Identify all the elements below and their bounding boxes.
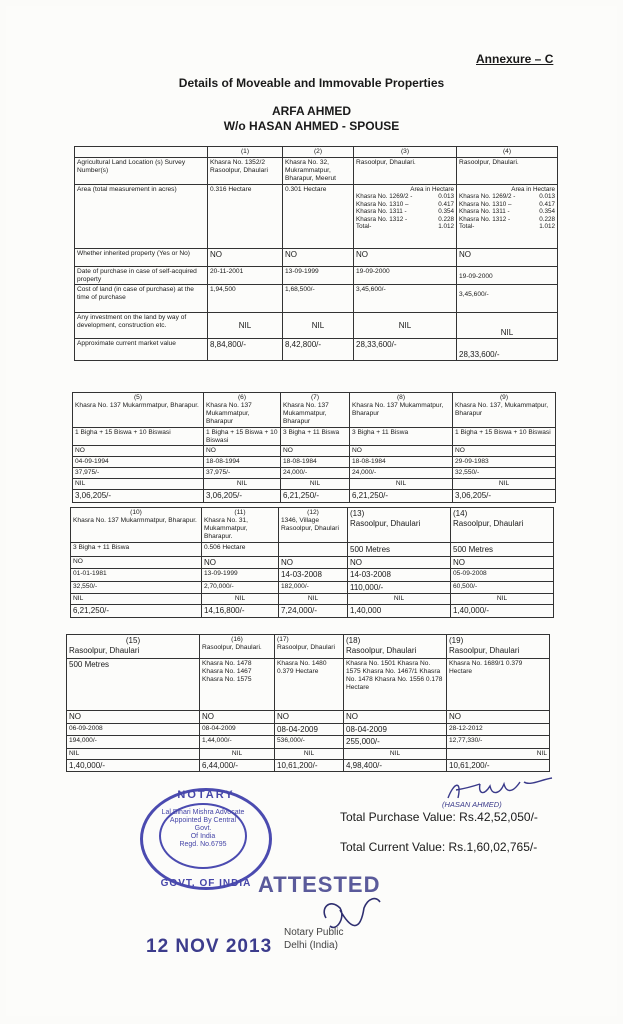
cell: 7,24,000/- [279,605,348,618]
cell: 18-08-1984 [281,457,350,468]
cell: 4,98,400/- [344,759,447,772]
cell: 08-04-2009 [344,723,447,736]
cell: (18) Rasoolpur, Dhaulari [344,635,447,659]
cell: 20-11-2001 [208,266,283,285]
row-label: Date of purchase in case of self-acquired property [75,266,208,285]
stamp-bottom-text: GOVT. OF INDIA [160,878,252,889]
cell: NO [281,446,350,457]
notary-seal-text [284,926,343,952]
row-label: Area (total measurement in acres) [75,184,208,248]
row-label: Cost of land (in case of purchase) at the time of purchase [75,285,208,313]
cell: 3,45,600/- [457,285,558,313]
cell: 19-09-2000 [457,266,558,285]
cell: NO [67,711,200,724]
cell: 6,21,250/- [71,605,202,618]
cell: 6,21,250/- [281,490,350,503]
cell: NIL [348,594,451,605]
cell: NO [275,711,344,724]
cell: 18-08-1984 [350,457,453,468]
cell: 24,000/- [281,468,350,479]
cell: NO [202,556,279,569]
cell: 3,06,205/- [453,490,556,503]
cell: Khasra No. 1352/2 Rasoolpur, Dhaulari [208,157,283,184]
stamp-line: Of India [190,833,216,841]
cell: 500 Metres [67,659,200,711]
cell: NIL [344,748,447,759]
cell: NO [348,556,451,569]
cell: 1 Bigha + 15 Biswa + 10 Biswasi [453,427,556,446]
cell: 8,84,800/- [208,339,283,361]
cell: NIL [67,748,200,759]
cell: 0.316 Hectare [208,184,283,248]
area-row: Khasra No. 1312 - 0.228 [459,215,555,223]
cell: (15) Rasoolpur, Dhaulari [67,635,200,659]
cell: NIL [279,594,348,605]
cell: NIL [275,748,344,759]
cell: NIL [200,748,275,759]
cell: 8,42,800/- [283,339,354,361]
cell: 08-04-2009 [200,723,275,736]
cell: NIL [451,594,554,605]
cell: NIL [350,479,453,490]
cell: 37,975/- [204,468,281,479]
cell: 3 Bigha + 11 Biswa [71,542,202,556]
cell: 04-09-1994 [73,457,204,468]
area-row: Total- 1.012 [459,223,555,231]
cell: Khasra No. 1478 Khasra No. 1467 Khasra No. 1575 [200,659,275,711]
col-number: (1) [208,147,283,158]
cell: 3,06,205/- [204,490,281,503]
property-table-2 [72,392,556,503]
cell: 05-09-2008 [451,569,554,582]
cell: 3 Bigha + 11 Biswa [350,427,453,446]
stamp-line: Appointed By Central Govt. [169,817,237,833]
col-number: (4) [457,147,558,158]
cell: Khasra No. 1689/1 0.379 Hectare [447,659,550,711]
cell: 32,550/- [453,468,556,479]
cell: NIL [457,313,558,339]
cell: (12) 1346, Village Rasoolpur, Dhaulari [279,508,348,543]
cell: NO [71,556,202,569]
area-head: Area in Hectare [410,185,454,193]
cell: 12,77,330/- [447,736,550,749]
date-stamp: 12 NOV 2013 [146,936,273,957]
cell: 1 Bigha + 15 Biswa + 10 Biswasi [73,427,204,446]
stamp-line: Lal Bihari Mishra Advocate [161,809,245,816]
area-row: Khasra No. 1312 - 0.228 [356,215,454,223]
cell: 08-04-2009 [275,723,344,736]
cell: 1,40,000/- [67,759,200,772]
attested-stamp: ATTESTED [258,872,381,897]
cell: NO [208,248,283,266]
area-row: Total- 1.012 [356,223,454,231]
cell: 1,40,000 [348,605,451,618]
cell: NO [344,711,447,724]
cell: NO [453,446,556,457]
cell: (6) Khasra No. 137 Mukammatpur, Bharapur [204,393,281,428]
area-breakdown [354,184,457,248]
cell: 18-08-1994 [204,457,281,468]
col-number: (3) [354,147,457,158]
cell: 3,06,205/- [73,490,204,503]
cell: Rasoolpur, Dhaulari. [457,157,558,184]
cell: (19) Rasoolpur, Dhaulari [447,635,550,659]
cell: 13-09-1999 [202,569,279,582]
cell: (8) Khasra No. 137 Mukammatpur, Bharapur [350,393,453,428]
notary-line: Delhi (India) [284,940,338,951]
stamp-inner [159,803,247,869]
cell: 13-09-1999 [283,266,354,285]
cell: NIL [354,313,457,339]
cell: 24,000/- [350,468,453,479]
cell: Khasra No. 1501 Khasra No. 1575 Khasra No. 1467/1 Khasra No. 1478 Khasra No. 1556 0.178 Hectare [344,659,447,711]
cell: NIL [208,313,283,339]
cell: 500 Metres [348,542,451,556]
row-label: Approximate current market value [75,339,208,361]
cell: 255,000/- [344,736,447,749]
cell: 32,550/- [71,581,202,594]
cell: 110,000/- [348,581,451,594]
cell: 536,000/- [275,736,344,749]
cell: 01-01-1981 [71,569,202,582]
cell: NO [283,248,354,266]
cell: NIL [283,313,354,339]
cell: (17) Rasoolpur, Dhaulari [275,635,344,659]
property-table-1 [74,146,558,361]
cell: 182,000/- [279,581,348,594]
area-head: Area in Hectare [511,185,555,193]
cell: NO [451,556,554,569]
cell: Khasra No. 32, Mukrammatpur, Bharapur, Meerut [283,157,354,184]
notary-stamp [140,788,272,890]
cell: NO [354,248,457,266]
area-row: Khasra No. 1310 – 0.417 [356,200,454,208]
cell: 3 Bigha + 11 Biswa [281,427,350,446]
cell: (9) Khasra No. 137, Mukammatpur, Bharapur [453,393,556,428]
cell: 37,975/- [73,468,204,479]
cell: 1,40,000/- [451,605,554,618]
cell: 0.506 Hectare [202,542,279,556]
cell: (14) Rasoolpur, Dhaulari [451,508,554,543]
stamp-line: Regd. No.6795 [179,841,227,849]
cell: Khasra No. 1480 0.379 Hectare [275,659,344,711]
cell: NIL [71,594,202,605]
area-row: Khasra No. 1269/2 - 0.013 [356,193,454,201]
cell: 6,21,250/- [350,490,453,503]
cell: 1,94,500 [208,285,283,313]
cell: 1,68,500/- [283,285,354,313]
cell: (11) Khasra No. 31, Mukammatpur, Bharapur. [202,508,279,543]
cell: (13) Rasoolpur, Dhaulari [348,508,451,543]
annexure-label: Annexure – C [476,52,554,66]
total-current-value: Total Current Value: Rs.1,60,02,765/- [340,840,538,854]
total-purchase-value: Total Purchase Value: Rs.42,52,050/- [340,810,538,824]
area-row: Khasra No. 1310 – 0.417 [459,200,555,208]
row-label: Any investment on the land by way of development, construction etc. [75,313,208,339]
cell: 60,500/- [451,581,554,594]
cell: NIL [447,748,550,759]
cell: 0.301 Hectare [283,184,354,248]
cell: NIL [453,479,556,490]
cell: NO [350,446,453,457]
cell: 28,33,600/- [354,339,457,361]
area-breakdown [457,184,558,248]
cell: 500 Metres [451,542,554,556]
cell: 28-12-2012 [447,723,550,736]
col-number: (2) [283,147,354,158]
cell: NO [279,556,348,569]
cell: 06-09-2008 [67,723,200,736]
area-row: Khasra No. 1269/2 - 0.013 [459,193,555,201]
cell: NO [204,446,281,457]
cell: 14-03-2008 [348,569,451,582]
property-table-3 [70,507,554,618]
area-row: Khasra No. 1311 - 0.354 [459,208,555,216]
cell: (10) Khasra No. 137 Mukarmmatpur, Bharapur. [71,508,202,543]
cell: NO [457,248,558,266]
cell: (16) Rasoolpur, Dhaulari. [200,635,275,659]
cell: (7) Khasra No. 137 Mukammatpur, Bharapur [281,393,350,428]
property-table-4 [66,634,550,772]
document-title: Details of Moveable and Immovable Properties [178,76,445,90]
cell: 19-09-2000 [354,266,457,285]
cell: 3,45,600/- [354,285,457,313]
cell: 194,000/- [67,736,200,749]
person-relation: W/o HASAN AHMED - SPOUSE [223,119,400,133]
row-label: Agricultural Land Location (s) Survey Number(s) [75,157,208,184]
signature-name: (HASAN AHMED) [442,800,502,809]
cell: Rasoolpur, Dhaulari. [354,157,457,184]
cell: NO [200,711,275,724]
cell: NIL [202,594,279,605]
cell: 10,61,200/- [275,759,344,772]
cell: NO [447,711,550,724]
row-label: Whether inherited property (Yes or No) [75,248,208,266]
area-row: Khasra No. 1311 - 0.354 [356,208,454,216]
cell: 14,16,800/- [202,605,279,618]
cell: 2,70,000/- [202,581,279,594]
cell: 1 Bigha + 15 Biswa + 10 Biswasi [204,427,281,446]
cell: 14-03-2008 [279,569,348,582]
cell [279,542,348,556]
cell: 1,44,000/- [200,736,275,749]
stamp-top-text: NOTARY [177,789,235,801]
cell: NIL [73,479,204,490]
cell: 29-09-1983 [453,457,556,468]
person-name: ARFA AHMED [271,104,352,118]
notary-line: Notary Public [284,927,344,938]
cell: 10,61,200/- [447,759,550,772]
cell: 28,33,600/- [457,339,558,361]
cell: 6,44,000/- [200,759,275,772]
cell: NO [73,446,204,457]
cell: NIL [281,479,350,490]
cell: NIL [204,479,281,490]
cell: (5) Khasra No. 137 Mukarmmatpur, Bharapur. [73,393,204,428]
